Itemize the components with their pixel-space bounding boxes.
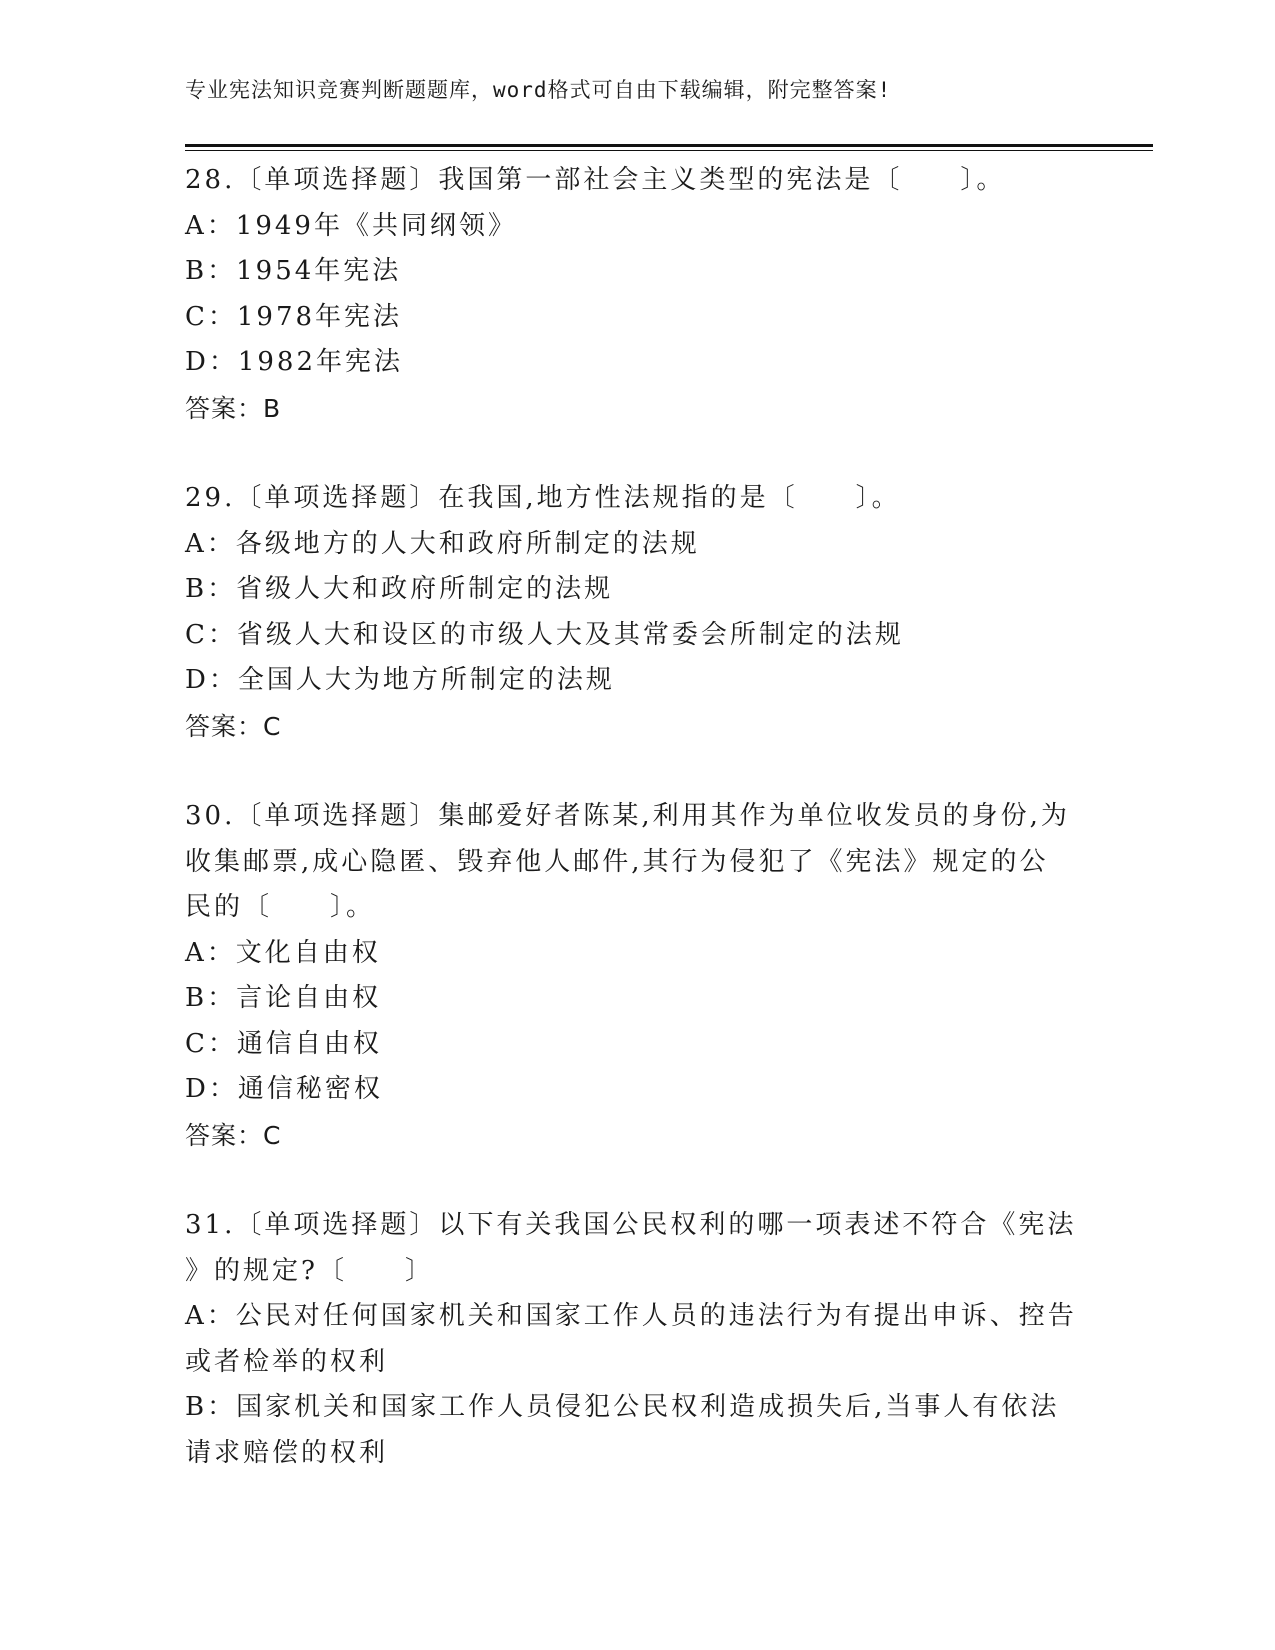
question-stem: 29.〔单项选择题〕在我国,地方性法规指的是〔 〕。 xyxy=(185,483,901,513)
option-d: D：通信秘密权 xyxy=(185,1074,383,1104)
spacer xyxy=(185,431,1085,476)
option-b-line-2: 请求赔偿的权利 xyxy=(185,1437,389,1468)
option-a: A：1949年《共同纲领》 xyxy=(185,210,517,241)
question-28 xyxy=(185,158,1085,431)
option-a: A：文化自由权 xyxy=(185,937,381,968)
question-list xyxy=(185,158,1085,1476)
answer: 答案：B xyxy=(185,393,282,423)
page-header: 专业宪法知识竞赛判断题题库，word格式可自由下载编辑，附完整答案! xyxy=(185,78,892,102)
option-c: C：省级人大和设区的市级人大及其常委会所制定的法规 xyxy=(185,619,904,650)
question-stem: 28.〔单项选择题〕我国第一部社会主义类型的宪法是〔 〕。 xyxy=(185,165,1006,195)
answer: 答案：C xyxy=(185,1120,282,1150)
option-b: B：1954年宪法 xyxy=(185,256,402,286)
question-31 xyxy=(185,1203,1085,1476)
option-c: C：通信自由权 xyxy=(185,1028,382,1059)
question-stem-line-3: 民的〔 〕。 xyxy=(185,892,376,922)
option-b: B：言论自由权 xyxy=(185,983,382,1013)
option-d: D：1982年宪法 xyxy=(185,347,404,377)
question-stem-line-1: 30.〔单项选择题〕集邮爱好者陈某,利用其作为单位收发员的身份,为 xyxy=(185,801,1070,831)
option-d: D：全国人大为地方所制定的法规 xyxy=(185,665,615,695)
question-stem-line-1: 31.〔单项选择题〕以下有关我国公民权利的哪一项表述不符合《宪法 xyxy=(185,1210,1077,1240)
header-rule-thin xyxy=(185,150,1153,151)
question-29 xyxy=(185,476,1085,749)
option-b-line-1: B：国家机关和国家工作人员侵犯公民权利造成损失后,当事人有依法 xyxy=(185,1392,1060,1422)
option-a-line-1: A：公民对任何国家机关和国家工作人员的违法行为有提出申诉、控告 xyxy=(185,1301,1077,1331)
question-30 xyxy=(185,794,1085,1158)
header-rule-thick xyxy=(185,144,1153,147)
option-b: B：省级人大和政府所制定的法规 xyxy=(185,574,614,604)
question-stem-line-2: 》的规定?〔 〕 xyxy=(185,1255,434,1286)
spacer xyxy=(185,1158,1085,1203)
option-a-line-2: 或者检举的权利 xyxy=(185,1346,389,1377)
option-c: C：1978年宪法 xyxy=(185,301,403,332)
spacer xyxy=(185,749,1085,794)
question-stem-line-2: 收集邮票,成心隐匿、毁弃他人邮件,其行为侵犯了《宪法》规定的公 xyxy=(185,846,1049,877)
option-a: A：各级地方的人大和政府所制定的法规 xyxy=(185,528,700,559)
answer: 答案：C xyxy=(185,711,282,741)
